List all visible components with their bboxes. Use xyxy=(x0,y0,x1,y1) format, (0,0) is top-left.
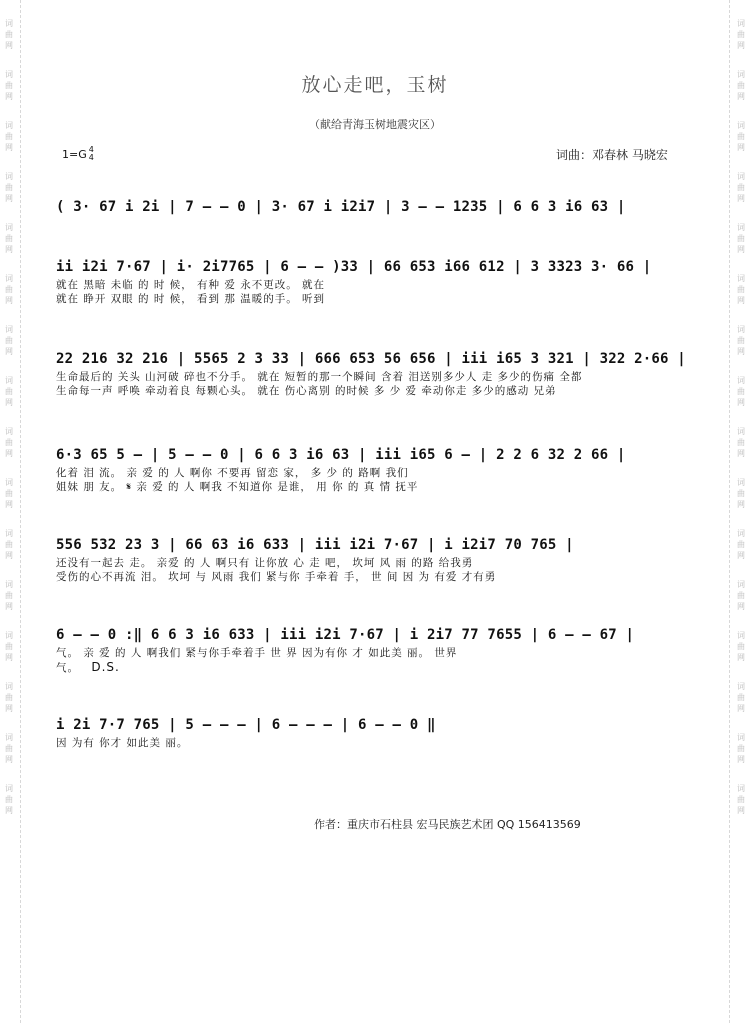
watermark-block xyxy=(5,273,13,306)
lyric-text: 就在 睁开 双眼 的 时 候， 看到 那 温暖的手。 听到 xyxy=(56,293,326,305)
watermark-glyph: 曲 xyxy=(5,693,13,702)
watermark-glyph: 网 xyxy=(5,551,13,560)
lyric-line xyxy=(56,292,696,306)
watermark-glyph: 词 xyxy=(5,529,13,538)
watermark-glyph: 词 xyxy=(737,376,745,385)
score-row xyxy=(56,196,696,218)
watermark-glyph: 曲 xyxy=(5,438,13,447)
watermark-block xyxy=(737,375,745,408)
watermark-block xyxy=(737,783,745,816)
lyric-line xyxy=(56,570,696,584)
lyric-text: 因 为有 你才 如此美 丽。 xyxy=(56,737,189,749)
watermark-glyph: 曲 xyxy=(5,744,13,753)
notation-line xyxy=(56,256,696,278)
key-label: 1=G xyxy=(62,147,87,161)
watermark-glyph: 词 xyxy=(737,733,745,742)
watermark-glyph: 网 xyxy=(737,194,745,203)
lyric-line xyxy=(56,736,696,750)
watermark-glyph: 曲 xyxy=(5,591,13,600)
watermark-glyph: 网 xyxy=(737,92,745,101)
watermark-glyph: 网 xyxy=(5,806,13,815)
notation-line xyxy=(56,534,696,556)
watermark-block xyxy=(5,375,13,408)
watermark-glyph: 网 xyxy=(737,602,745,611)
watermark-glyph: 词 xyxy=(5,70,13,79)
notation-line xyxy=(56,714,696,736)
notation-text: ii i2i 7·67 | i· 2i7765 | 6 — — )33 | 66 653 i66 612 | 3 3323 3· 66 | xyxy=(56,259,652,275)
watermark-glyph: 曲 xyxy=(5,234,13,243)
watermark-glyph: 网 xyxy=(5,653,13,662)
watermark-glyph: 曲 xyxy=(5,30,13,39)
watermark-block xyxy=(737,18,745,51)
watermark-glyph: 曲 xyxy=(5,183,13,192)
watermark-glyph: 网 xyxy=(5,245,13,254)
watermark-glyph: 网 xyxy=(737,806,745,815)
watermark-glyph: 曲 xyxy=(5,642,13,651)
notation-text: 556 532 23 3 | 66 63 i6 633 | iii i2i 7·67 | i i2i7 70 765 | xyxy=(56,537,574,553)
score-row xyxy=(56,534,696,584)
watermark-glyph: 网 xyxy=(5,398,13,407)
watermark-glyph: 词 xyxy=(5,427,13,436)
watermark-block xyxy=(5,222,13,255)
watermark-glyph: 词 xyxy=(737,580,745,589)
watermark-glyph: 曲 xyxy=(737,489,745,498)
watermark-glyph: 词 xyxy=(5,631,13,640)
watermark-glyph: 词 xyxy=(5,223,13,232)
watermark-glyph: 曲 xyxy=(5,336,13,345)
watermark-glyph: 曲 xyxy=(737,795,745,804)
time-signature xyxy=(89,146,94,162)
watermark-glyph: 网 xyxy=(737,347,745,356)
watermark-glyph: 词 xyxy=(737,682,745,691)
watermark-glyph: 网 xyxy=(737,551,745,560)
watermark-glyph: 曲 xyxy=(737,591,745,600)
score-row xyxy=(56,714,696,750)
lyric-text: 生命每一声 呼唤 牵动着良 每颗心头。 就在 伤心离别 的时候 多 少 爱 牵动你走 多少的感动 兄弟 xyxy=(56,385,557,397)
watermark-glyph: 曲 xyxy=(737,234,745,243)
lyric-text: 生命最后的 关头 山河破 碎也不分手。 就在 短暂的那一个瞬间 含着 泪送别多少人 走 多少的伤痛 全都 xyxy=(56,371,583,383)
watermark-glyph: 曲 xyxy=(5,132,13,141)
watermark-glyph: 曲 xyxy=(737,336,745,345)
score-row xyxy=(56,256,696,306)
watermark-glyph: 词 xyxy=(737,172,745,181)
watermark-glyph: 网 xyxy=(5,347,13,356)
lyric-text: 就在 黑暗 未临 的 时 候， 有种 爱 永不更改。 就在 xyxy=(56,279,326,291)
watermark-glyph: 曲 xyxy=(737,540,745,549)
lyric-line xyxy=(56,466,696,480)
right-watermark-strip xyxy=(734,0,748,1023)
watermark-glyph: 网 xyxy=(737,245,745,254)
lyric-line xyxy=(56,646,696,660)
watermark-glyph: 词 xyxy=(5,478,13,487)
watermark-block xyxy=(5,528,13,561)
notation-text: 22 216 32 216 | 5565 2 3 33 | 666 653 56 656 | iii i65 3 321 | 322 2·66 | xyxy=(56,351,686,367)
watermark-glyph: 词 xyxy=(737,631,745,640)
watermark-glyph: 词 xyxy=(5,325,13,334)
watermark-block xyxy=(737,732,745,765)
watermark-glyph: 网 xyxy=(5,194,13,203)
watermark-glyph: 网 xyxy=(737,704,745,713)
lyric-line xyxy=(56,370,696,384)
notation-text: i 2i 7·7 765 | 5 — — — | 6 — — — | 6 — — 0 ‖ xyxy=(56,717,436,733)
watermark-glyph: 曲 xyxy=(737,30,745,39)
lyric-line xyxy=(56,384,696,398)
watermark-block xyxy=(5,18,13,51)
watermark-block xyxy=(5,324,13,357)
watermark-glyph: 词 xyxy=(737,478,745,487)
watermark-glyph: 曲 xyxy=(5,540,13,549)
notation-line xyxy=(56,444,696,466)
watermark-glyph: 网 xyxy=(737,449,745,458)
lyric-text: 气。 xyxy=(56,662,84,674)
watermark-glyph: 网 xyxy=(5,41,13,50)
lyric-text: 姐妹 朋 友。 𝄋 亲 爱 的 人 啊我 不知道你 是谁， 用 你 的 真 情 抚平 xyxy=(56,481,419,493)
watermark-glyph: 曲 xyxy=(5,795,13,804)
watermark-block xyxy=(737,477,745,510)
watermark-block xyxy=(737,528,745,561)
watermark-glyph: 网 xyxy=(737,755,745,764)
watermark-block xyxy=(5,783,13,816)
lyric-text: 还没有一起去 走。 亲爱 的 人 啊只有 让你放 心 走 吧， 坎坷 风 雨 的路 给我勇 xyxy=(56,557,474,569)
watermark-glyph: 曲 xyxy=(737,438,745,447)
watermark-glyph: 词 xyxy=(5,784,13,793)
left-margin-line xyxy=(20,0,21,1023)
watermark-glyph: 曲 xyxy=(5,81,13,90)
watermark-block xyxy=(737,426,745,459)
watermark-glyph: 网 xyxy=(5,296,13,305)
song-title: 放心走吧，玉树 xyxy=(301,74,449,96)
watermark-glyph: 网 xyxy=(5,602,13,611)
watermark-glyph: 词 xyxy=(737,784,745,793)
watermark-glyph: 网 xyxy=(737,143,745,152)
watermark-block xyxy=(5,579,13,612)
lyric-line xyxy=(56,278,696,292)
notation-text: 6·3 65 5 — | 5 — — 0 | 6 6 3 i6 63 | iii i65 6 — | 2 2 6 32 2 66 | xyxy=(56,447,626,463)
score-row xyxy=(56,348,696,398)
watermark-glyph: 词 xyxy=(737,121,745,130)
watermark-block xyxy=(737,273,745,306)
watermark-glyph: 词 xyxy=(5,19,13,28)
watermark-glyph: 词 xyxy=(5,376,13,385)
watermark-glyph: 词 xyxy=(737,70,745,79)
watermark-block xyxy=(5,732,13,765)
lyric-text: 化着 泪 流。 亲 爱 的 人 啊你 不要再 留恋 家， 多 少 的 路啊 我们 xyxy=(56,467,409,479)
watermark-glyph: 词 xyxy=(737,223,745,232)
watermark-glyph: 网 xyxy=(737,653,745,662)
lyric-line xyxy=(56,660,696,675)
right-margin-line xyxy=(729,0,730,1023)
watermark-block xyxy=(737,171,745,204)
watermark-glyph: 曲 xyxy=(737,744,745,753)
watermark-glyph: 曲 xyxy=(5,387,13,396)
watermark-glyph: 网 xyxy=(737,41,745,50)
watermark-block xyxy=(737,681,745,714)
song-subtitle: （献给青海玉树地震灾区） xyxy=(309,118,441,131)
watermark-glyph: 词 xyxy=(737,427,745,436)
footer-credit: 作者：重庆市石柱县 宏马民族艺术团 QQ 156413569 xyxy=(314,818,581,831)
watermark-glyph: 词 xyxy=(5,682,13,691)
watermark-block xyxy=(5,477,13,510)
watermark-glyph: 网 xyxy=(5,449,13,458)
watermark-glyph: 词 xyxy=(737,529,745,538)
lyricist-composer: 词曲：邓春林 马晓宏 xyxy=(556,148,668,162)
dal-segno-mark: D.S. xyxy=(91,660,120,674)
watermark-glyph: 词 xyxy=(5,274,13,283)
watermark-block xyxy=(737,630,745,663)
watermark-glyph: 词 xyxy=(5,121,13,130)
watermark-glyph: 词 xyxy=(737,19,745,28)
key-signature xyxy=(62,146,94,162)
watermark-block xyxy=(5,171,13,204)
lyric-line xyxy=(56,480,696,494)
left-watermark-strip xyxy=(2,0,16,1023)
watermark-glyph: 曲 xyxy=(5,489,13,498)
watermark-block xyxy=(5,630,13,663)
time-signature-bottom: 4 xyxy=(88,153,94,162)
watermark-glyph: 词 xyxy=(737,274,745,283)
watermark-glyph: 网 xyxy=(5,755,13,764)
score-row xyxy=(56,444,696,494)
watermark-glyph: 曲 xyxy=(737,285,745,294)
watermark-glyph: 网 xyxy=(737,296,745,305)
watermark-block xyxy=(737,579,745,612)
watermark-glyph: 网 xyxy=(737,398,745,407)
notation-text: ( 3· 67 i 2i | 7 — — 0 | 3· 67 i i2i7 | 3 — — 1235 | 6 6 3 i6 63 | xyxy=(56,199,626,215)
notation-text: 6 — — 0 :‖ 6 6 3 i6 633 | iii i2i 7·67 | i 2i7 77 7655 | 6 — — 67 | xyxy=(56,627,635,643)
lyric-line xyxy=(56,556,696,570)
watermark-glyph: 曲 xyxy=(737,693,745,702)
watermark-block xyxy=(737,222,745,255)
notation-line xyxy=(56,624,696,646)
watermark-block xyxy=(737,324,745,357)
watermark-glyph: 网 xyxy=(5,704,13,713)
watermark-glyph: 词 xyxy=(5,172,13,181)
time-signature-top: 4 xyxy=(88,145,94,154)
lyric-text: 气。 亲 爱 的 人 啊我们 紧与你手牵着手 世 界 因为有你 才 如此美 丽。 世界 xyxy=(56,647,458,659)
watermark-glyph: 网 xyxy=(5,500,13,509)
notation-line xyxy=(56,196,696,218)
watermark-glyph: 词 xyxy=(737,325,745,334)
watermark-block xyxy=(5,681,13,714)
watermark-glyph: 网 xyxy=(5,92,13,101)
watermark-glyph: 曲 xyxy=(737,132,745,141)
watermark-glyph: 曲 xyxy=(737,642,745,651)
score-row xyxy=(56,624,696,675)
watermark-glyph: 词 xyxy=(5,580,13,589)
watermark-block xyxy=(5,426,13,459)
notation-line xyxy=(56,348,696,370)
watermark-glyph: 网 xyxy=(737,500,745,509)
watermark-glyph: 网 xyxy=(5,143,13,152)
watermark-glyph: 曲 xyxy=(737,81,745,90)
lyric-text: 受伤的心不再流 泪。 坎坷 与 风雨 我们 紧与你 手牵着 手， 世 间 因 为 有爱 才有勇 xyxy=(56,571,497,583)
watermark-glyph: 曲 xyxy=(737,183,745,192)
watermark-glyph: 曲 xyxy=(737,387,745,396)
watermark-glyph: 词 xyxy=(5,733,13,742)
watermark-glyph: 曲 xyxy=(5,285,13,294)
